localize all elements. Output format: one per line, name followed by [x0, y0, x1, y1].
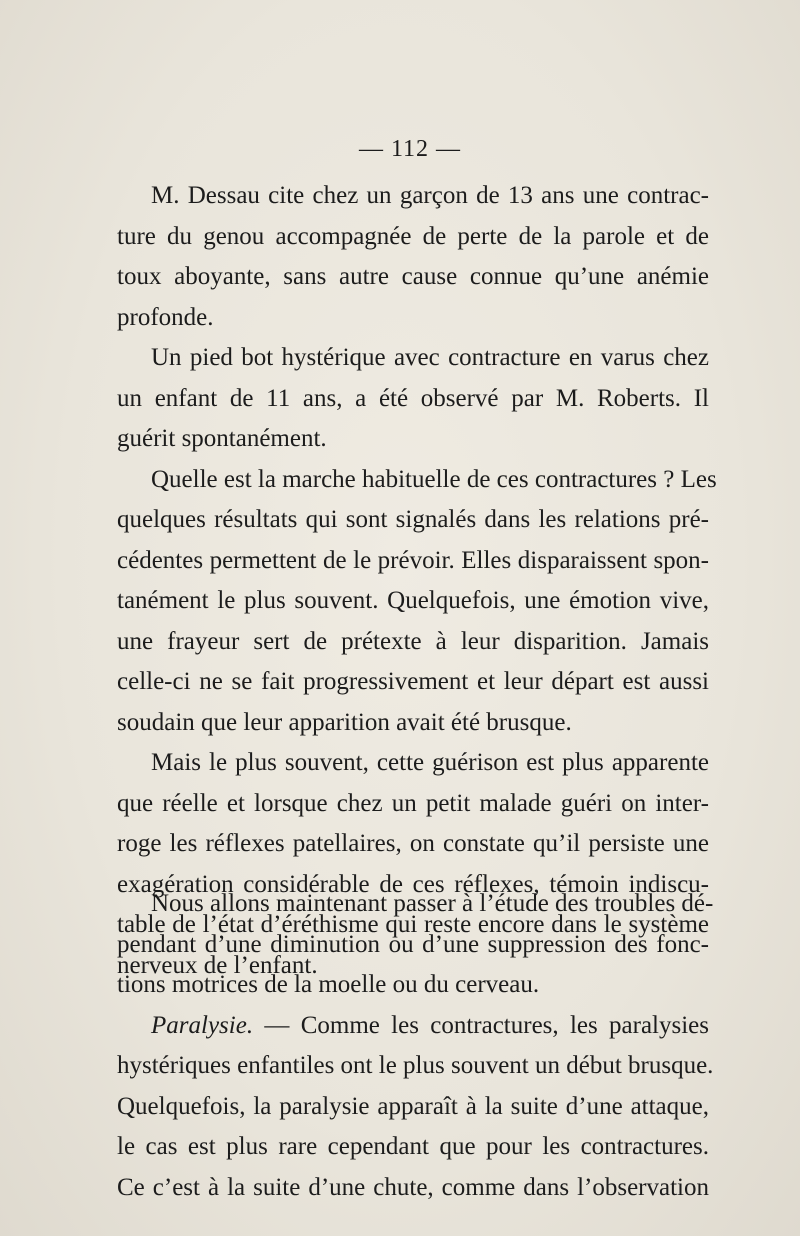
text-line: Nous allons maintenant passer à l’étude des troubles dé- — [151, 890, 714, 917]
text-line: tanément le plus souvent. Quelquefois, une émotion vive, — [117, 587, 709, 614]
text-section-contractures — [117, 176, 717, 986]
text-line: quelques résultats qui sont signalés dans les relations pré- — [117, 506, 709, 533]
text-line: un enfant de 11 ans, a été observé par M. Roberts. Il — [117, 384, 709, 412]
text-line: Quelle est la marche habituelle de ces contractures ? Les — [151, 465, 717, 493]
text-line: celle-ci ne se fait progressivement et leur départ est aussi — [117, 668, 709, 695]
paralysie-heading: Paralysie. — [151, 1011, 254, 1039]
text-line: tions motrices de la moelle ou du cerveau. — [117, 971, 540, 998]
text-line: toux aboyante, sans autre cause connue qu’une anémie — [117, 263, 709, 290]
text-line: table de l’état d’éréthisme qui reste encore dans le système — [117, 911, 709, 938]
text-line: M. Dessau cite chez un garçon de 13 ans une contrac- — [151, 182, 709, 209]
text-line: ture du genou accompagnée de perte de la parole et de — [117, 222, 709, 250]
page-number-header: — 112 — — [358, 136, 462, 162]
text-line-rest: — Comme les contractures, les paralysies — [264, 1011, 710, 1039]
text-line: pendant d’une diminution ou d’une suppression des fonc- — [117, 930, 709, 958]
text-line-with-heading — [117, 1006, 709, 1047]
text-line: Ce c’est à la suite d’une chute, comme dans l’observation — [117, 1173, 709, 1201]
text-line: cédentes permettent de le prévoir. Elles disparaissent spon- — [117, 546, 709, 574]
text-line: Un pied bot hystérique avec contracture en varus chez — [151, 344, 709, 371]
text-line: nerveux de l’enfant. — [117, 951, 318, 979]
text-line: le cas est plus rare cependant que pour les contractures. — [117, 1133, 709, 1160]
text-line: Mais le plus souvent, cette guérison est plus apparente — [151, 749, 709, 776]
text-line: roge les réflexes patellaires, on constate qu’il persiste une — [117, 830, 709, 857]
text-line: profonde. — [117, 303, 214, 331]
text-line: une frayeur sert de prétexte à leur disparition. Jamais — [117, 627, 709, 655]
text-line: que réelle et lorsque chez un petit malade guéri on inter- — [117, 789, 709, 817]
text-section-paralysie — [117, 884, 714, 1208]
text-line: soudain que leur apparition avait été brusque. — [117, 708, 572, 736]
text-line: Quelquefois, la paralysie apparaît à la suite d’une attaque, — [117, 1092, 709, 1120]
text-line: guérit spontanément. — [117, 425, 327, 452]
text-line: exagération considérable de ces réflexes, témoin indiscu- — [117, 870, 709, 898]
text-line: hystériques enfantiles ont le plus souvent un début brusque. — [117, 1052, 714, 1079]
